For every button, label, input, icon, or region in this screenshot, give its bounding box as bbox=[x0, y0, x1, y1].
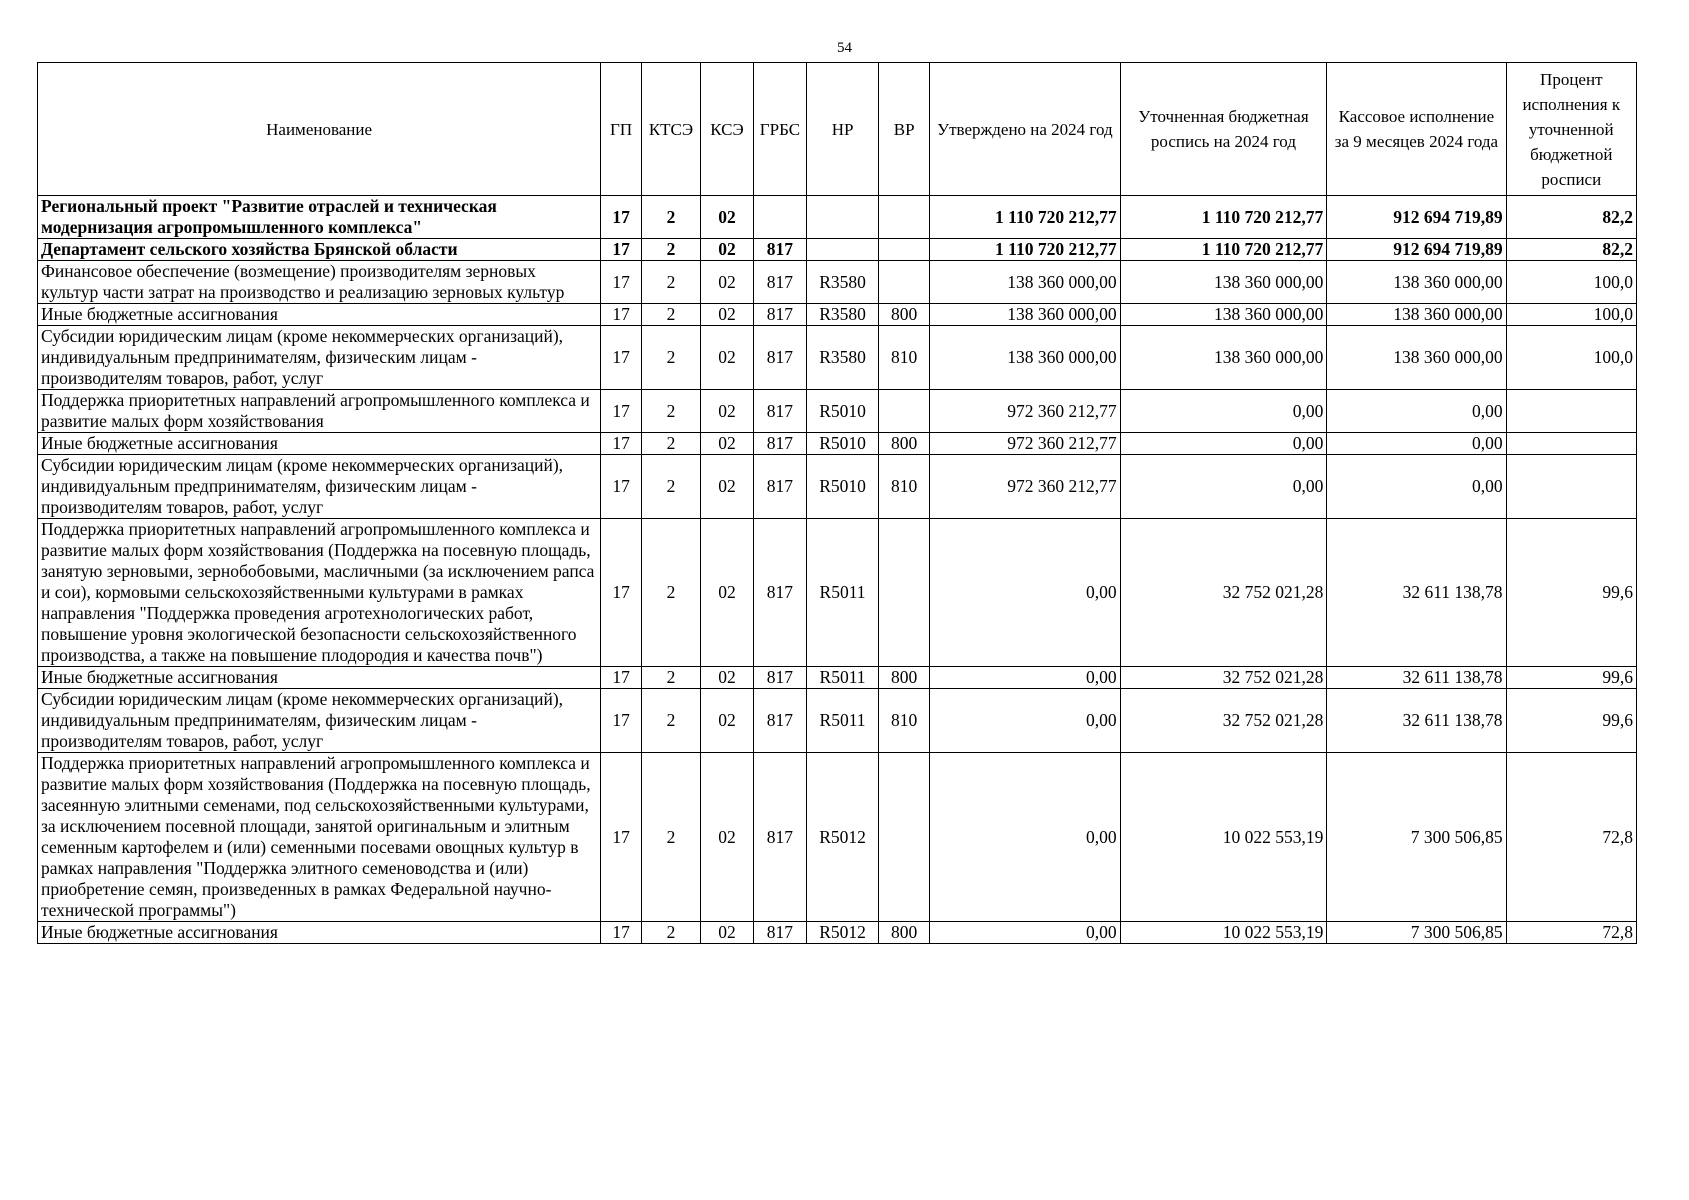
cell-cash: 912 694 719,89 bbox=[1327, 196, 1506, 239]
cell-refined: 10 022 553,19 bbox=[1120, 753, 1327, 922]
header-kse: КСЭ bbox=[701, 63, 754, 196]
cell-ktse: 2 bbox=[641, 455, 700, 519]
cell-approved: 972 360 212,77 bbox=[930, 390, 1120, 433]
cell-cash: 0,00 bbox=[1327, 455, 1506, 519]
cell-name: Поддержка приоритетных направлений агропромышленного комплекса и развитие малых форм хозяйствования (Поддержка на посевную площадь, занятую зерновыми, зернобобовыми, масличными (за исключением рапса и сои), кормовыми сельскохозяйственными культурами в рамках направления "Поддержка проведения агротехнологических работ, повышение уровня экологической безопасности сельскохозяйственного производства, а также на повышение плодородия и качества почв") bbox=[38, 519, 601, 667]
header-cash: Кассовое исполнение за 9 месяцев 2024 года bbox=[1327, 63, 1506, 196]
cell-nr: R5010 bbox=[806, 433, 878, 455]
table-row bbox=[38, 326, 1637, 390]
cell-gp: 17 bbox=[601, 239, 642, 261]
table-row bbox=[38, 196, 1637, 239]
header-gp: ГП bbox=[601, 63, 642, 196]
cell-kse: 02 bbox=[701, 196, 754, 239]
cell-vr: 800 bbox=[879, 667, 930, 689]
cell-gp: 17 bbox=[601, 689, 642, 753]
cell-percent: 100,0 bbox=[1506, 261, 1636, 304]
cell-vr: 810 bbox=[879, 326, 930, 390]
table-row bbox=[38, 519, 1637, 667]
cell-kse: 02 bbox=[701, 455, 754, 519]
cell-approved: 1 110 720 212,77 bbox=[930, 196, 1120, 239]
cell-ktse: 2 bbox=[641, 304, 700, 326]
cell-nr: R5010 bbox=[806, 390, 878, 433]
cell-gp: 17 bbox=[601, 433, 642, 455]
cell-refined: 0,00 bbox=[1120, 390, 1327, 433]
cell-name: Субсидии юридическим лицам (кроме некоммерческих организаций), индивидуальным предпринимателям, физическим лицам - производителям товаров, работ, услуг bbox=[38, 689, 601, 753]
cell-cash: 32 611 138,78 bbox=[1327, 689, 1506, 753]
cell-vr: 800 bbox=[879, 304, 930, 326]
cell-name: Поддержка приоритетных направлений агропромышленного комплекса и развитие малых форм хозяйствования bbox=[38, 390, 601, 433]
table-row bbox=[38, 433, 1637, 455]
table-row bbox=[38, 922, 1637, 944]
cell-cash: 0,00 bbox=[1327, 390, 1506, 433]
cell-ktse: 2 bbox=[641, 922, 700, 944]
cell-refined: 138 360 000,00 bbox=[1120, 326, 1327, 390]
cell-refined: 0,00 bbox=[1120, 455, 1327, 519]
cell-cash: 32 611 138,78 bbox=[1327, 667, 1506, 689]
cell-ktse: 2 bbox=[641, 689, 700, 753]
cell-percent: 99,6 bbox=[1506, 667, 1636, 689]
cell-grbs: 817 bbox=[753, 390, 806, 433]
cell-ktse: 2 bbox=[641, 196, 700, 239]
cell-approved: 0,00 bbox=[930, 667, 1120, 689]
cell-kse: 02 bbox=[701, 304, 754, 326]
cell-approved: 138 360 000,00 bbox=[930, 326, 1120, 390]
cell-refined: 32 752 021,28 bbox=[1120, 689, 1327, 753]
cell-percent: 82,2 bbox=[1506, 196, 1636, 239]
cell-approved: 0,00 bbox=[930, 689, 1120, 753]
cell-kse: 02 bbox=[701, 326, 754, 390]
cell-percent: 72,8 bbox=[1506, 922, 1636, 944]
cell-nr bbox=[806, 239, 878, 261]
cell-grbs bbox=[753, 196, 806, 239]
cell-refined: 32 752 021,28 bbox=[1120, 667, 1327, 689]
cell-grbs: 817 bbox=[753, 922, 806, 944]
cell-ktse: 2 bbox=[641, 667, 700, 689]
table-row bbox=[38, 455, 1637, 519]
cell-grbs: 817 bbox=[753, 455, 806, 519]
cell-name: Департамент сельского хозяйства Брянской области bbox=[38, 239, 601, 261]
header-approved: Утверждено на 2024 год bbox=[930, 63, 1120, 196]
cell-cash: 7 300 506,85 bbox=[1327, 922, 1506, 944]
cell-vr bbox=[879, 390, 930, 433]
cell-percent: 72,8 bbox=[1506, 753, 1636, 922]
cell-grbs: 817 bbox=[753, 519, 806, 667]
cell-kse: 02 bbox=[701, 519, 754, 667]
cell-gp: 17 bbox=[601, 753, 642, 922]
cell-gp: 17 bbox=[601, 667, 642, 689]
cell-kse: 02 bbox=[701, 689, 754, 753]
cell-vr: 810 bbox=[879, 455, 930, 519]
cell-nr: R5012 bbox=[806, 922, 878, 944]
header-name: Наименование bbox=[38, 63, 601, 196]
cell-ktse: 2 bbox=[641, 261, 700, 304]
cell-cash: 912 694 719,89 bbox=[1327, 239, 1506, 261]
cell-ktse: 2 bbox=[641, 326, 700, 390]
cell-approved: 138 360 000,00 bbox=[930, 261, 1120, 304]
table-row bbox=[38, 304, 1637, 326]
cell-nr: R3580 bbox=[806, 261, 878, 304]
cell-refined: 10 022 553,19 bbox=[1120, 922, 1327, 944]
table-row bbox=[38, 390, 1637, 433]
cell-gp: 17 bbox=[601, 455, 642, 519]
cell-nr: R5012 bbox=[806, 753, 878, 922]
cell-cash: 7 300 506,85 bbox=[1327, 753, 1506, 922]
cell-approved: 972 360 212,77 bbox=[930, 433, 1120, 455]
cell-grbs: 817 bbox=[753, 261, 806, 304]
header-nr: НР bbox=[806, 63, 878, 196]
header-ktse: КТСЭ bbox=[641, 63, 700, 196]
cell-percent: 99,6 bbox=[1506, 519, 1636, 667]
cell-gp: 17 bbox=[601, 326, 642, 390]
cell-gp: 17 bbox=[601, 196, 642, 239]
cell-name: Иные бюджетные ассигнования bbox=[38, 922, 601, 944]
cell-gp: 17 bbox=[601, 390, 642, 433]
cell-refined: 1 110 720 212,77 bbox=[1120, 239, 1327, 261]
page-number: 54 bbox=[837, 40, 852, 56]
cell-grbs: 817 bbox=[753, 667, 806, 689]
cell-gp: 17 bbox=[601, 519, 642, 667]
cell-nr: R5011 bbox=[806, 689, 878, 753]
cell-refined: 1 110 720 212,77 bbox=[1120, 196, 1327, 239]
header-refined: Уточненная бюджетная роспись на 2024 год bbox=[1120, 63, 1327, 196]
cell-name: Иные бюджетные ассигнования bbox=[38, 433, 601, 455]
cell-kse: 02 bbox=[701, 433, 754, 455]
cell-grbs: 817 bbox=[753, 753, 806, 922]
table-row bbox=[38, 753, 1637, 922]
cell-percent bbox=[1506, 433, 1636, 455]
cell-percent: 99,6 bbox=[1506, 689, 1636, 753]
cell-ktse: 2 bbox=[641, 433, 700, 455]
cell-cash: 138 360 000,00 bbox=[1327, 304, 1506, 326]
cell-grbs: 817 bbox=[753, 239, 806, 261]
cell-name: Иные бюджетные ассигнования bbox=[38, 304, 601, 326]
header-percent: Процент исполнения к уточненной бюджетной росписи bbox=[1506, 63, 1636, 196]
cell-grbs: 817 bbox=[753, 689, 806, 753]
cell-cash: 138 360 000,00 bbox=[1327, 326, 1506, 390]
cell-vr bbox=[879, 239, 930, 261]
cell-percent bbox=[1506, 390, 1636, 433]
cell-kse: 02 bbox=[701, 239, 754, 261]
cell-approved: 972 360 212,77 bbox=[930, 455, 1120, 519]
cell-ktse: 2 bbox=[641, 519, 700, 667]
cell-name: Иные бюджетные ассигнования bbox=[38, 667, 601, 689]
cell-ktse: 2 bbox=[641, 390, 700, 433]
cell-name: Поддержка приоритетных направлений агропромышленного комплекса и развитие малых форм хозяйствования (Поддержка на посевную площадь, засеянную элитными семенами, под сельскохозяйственными культурами, за исключением посевной площади, занятой оригинальным и элитным семенным картофелем и (или) семенными посевами овощных культур в рамках направления "Поддержка элитного семеноводства и (или) приобретение семян, произведенных в рамках Федеральной научно-технической программы") bbox=[38, 753, 601, 922]
cell-grbs: 817 bbox=[753, 326, 806, 390]
cell-vr bbox=[879, 196, 930, 239]
cell-gp: 17 bbox=[601, 304, 642, 326]
cell-gp: 17 bbox=[601, 261, 642, 304]
cell-nr: R5011 bbox=[806, 667, 878, 689]
table-row bbox=[38, 667, 1637, 689]
cell-approved: 0,00 bbox=[930, 753, 1120, 922]
cell-vr: 810 bbox=[879, 689, 930, 753]
cell-kse: 02 bbox=[701, 922, 754, 944]
cell-nr bbox=[806, 196, 878, 239]
cell-vr bbox=[879, 261, 930, 304]
cell-nr: R5010 bbox=[806, 455, 878, 519]
cell-grbs: 817 bbox=[753, 433, 806, 455]
budget-execution-table bbox=[37, 62, 1637, 944]
cell-refined: 32 752 021,28 bbox=[1120, 519, 1327, 667]
cell-refined: 138 360 000,00 bbox=[1120, 261, 1327, 304]
cell-percent: 100,0 bbox=[1506, 326, 1636, 390]
cell-nr: R3580 bbox=[806, 304, 878, 326]
cell-cash: 0,00 bbox=[1327, 433, 1506, 455]
cell-name: Региональный проект "Развитие отраслей и техническая модернизация агропромышленного комплекса" bbox=[38, 196, 601, 239]
cell-approved: 0,00 bbox=[930, 922, 1120, 944]
cell-vr: 800 bbox=[879, 922, 930, 944]
table-row bbox=[38, 689, 1637, 753]
cell-percent bbox=[1506, 455, 1636, 519]
header-vr: ВР bbox=[879, 63, 930, 196]
cell-name: Финансовое обеспечение (возмещение) производителям зерновых культур части затрат на производство и реализацию зерновых культур bbox=[38, 261, 601, 304]
table-row bbox=[38, 239, 1637, 261]
cell-vr bbox=[879, 519, 930, 667]
table-row bbox=[38, 261, 1637, 304]
table-header-row bbox=[38, 63, 1637, 196]
cell-approved: 1 110 720 212,77 bbox=[930, 239, 1120, 261]
header-grbs: ГРБС bbox=[753, 63, 806, 196]
cell-kse: 02 bbox=[701, 753, 754, 922]
cell-vr: 800 bbox=[879, 433, 930, 455]
cell-approved: 0,00 bbox=[930, 519, 1120, 667]
cell-cash: 138 360 000,00 bbox=[1327, 261, 1506, 304]
cell-name: Субсидии юридическим лицам (кроме некоммерческих организаций), индивидуальным предпринимателям, физическим лицам - производителям товаров, работ, услуг bbox=[38, 326, 601, 390]
cell-refined: 138 360 000,00 bbox=[1120, 304, 1327, 326]
cell-percent: 100,0 bbox=[1506, 304, 1636, 326]
cell-ktse: 2 bbox=[641, 239, 700, 261]
cell-grbs: 817 bbox=[753, 304, 806, 326]
cell-gp: 17 bbox=[601, 922, 642, 944]
cell-name: Субсидии юридическим лицам (кроме некоммерческих организаций), индивидуальным предпринимателям, физическим лицам - производителям товаров, работ, услуг bbox=[38, 455, 601, 519]
cell-nr: R5011 bbox=[806, 519, 878, 667]
cell-kse: 02 bbox=[701, 261, 754, 304]
cell-ktse: 2 bbox=[641, 753, 700, 922]
cell-cash: 32 611 138,78 bbox=[1327, 519, 1506, 667]
cell-percent: 82,2 bbox=[1506, 239, 1636, 261]
cell-approved: 138 360 000,00 bbox=[930, 304, 1120, 326]
cell-kse: 02 bbox=[701, 390, 754, 433]
cell-vr bbox=[879, 753, 930, 922]
cell-kse: 02 bbox=[701, 667, 754, 689]
cell-nr: R3580 bbox=[806, 326, 878, 390]
cell-refined: 0,00 bbox=[1120, 433, 1327, 455]
